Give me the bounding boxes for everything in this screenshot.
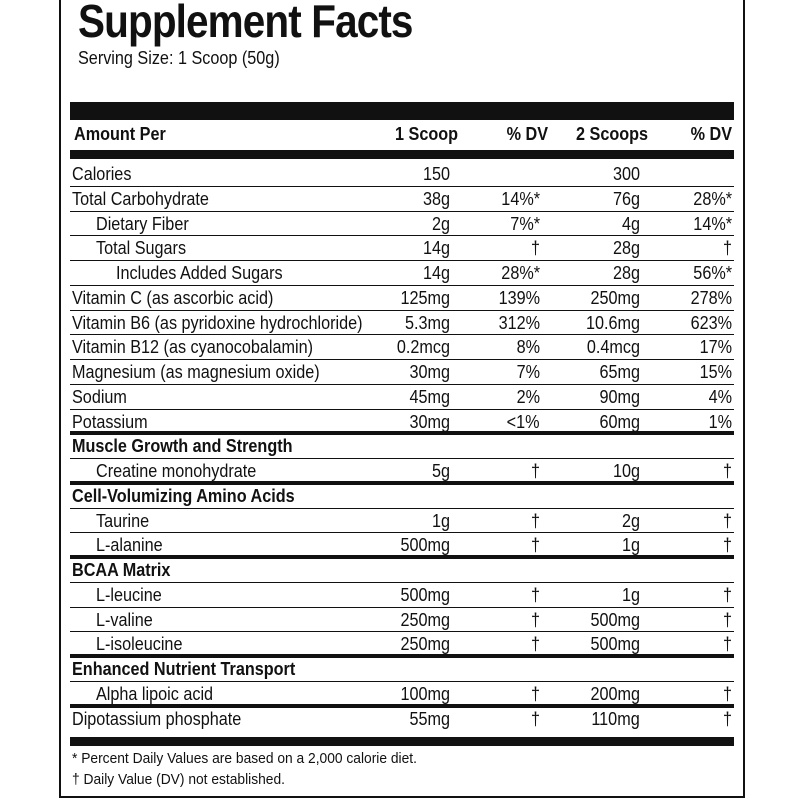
section-header-row <box>70 484 734 508</box>
dv-1-scoop: † <box>530 683 540 704</box>
nutrient-row <box>70 707 734 731</box>
dv-2-scoops: † <box>722 634 732 655</box>
nutrient-name: L-isoleucine <box>96 634 183 655</box>
dv-2-scoops: 28%* <box>693 188 732 209</box>
section-title: BCAA Matrix <box>72 560 171 580</box>
top-thick-bar <box>70 102 734 120</box>
nutrient-name: Creatine monohydrate <box>96 461 257 481</box>
header-1-scoop: 1 Scoop <box>394 124 458 144</box>
nutrient-row <box>70 608 734 632</box>
nutrient-name: Total Carbohydrate <box>72 188 209 209</box>
dv-2-scoops: 17% <box>699 337 732 358</box>
section-header-row <box>70 657 734 681</box>
nutrient-row <box>70 311 734 335</box>
section-title: Enhanced Nutrient Transport <box>72 659 296 679</box>
dv-1-scoop: <1% <box>507 411 540 432</box>
dv-2-scoops: 14%* <box>693 213 732 234</box>
nutrient-name: Vitamin C (as ascorbic acid) <box>72 287 274 308</box>
amount-2-scoops: 28g <box>612 238 640 259</box>
nutrient-name: Includes Added Sugars <box>116 263 283 283</box>
nutrient-row <box>70 212 734 236</box>
nutrient-name: Magnesium (as magnesium oxide) <box>72 362 320 382</box>
amount-2-scoops: 250mg <box>590 287 640 308</box>
amount-2-scoops: 110mg <box>591 708 640 729</box>
header-amount-per: Amount Per <box>74 124 166 144</box>
nutrient-row <box>70 410 734 434</box>
amount-2-scoops: 76g <box>612 188 640 209</box>
amount-1-scoop: 125mg <box>400 287 450 308</box>
nutrient-row <box>70 533 734 557</box>
dv-1-scoop: 7%* <box>510 213 540 234</box>
serving-size: Serving Size: 1 Scoop (50g) <box>78 48 280 68</box>
dv-2-scoops: 15% <box>699 362 732 382</box>
section-header-row <box>70 558 734 582</box>
nutrient-name: Calories <box>72 164 132 184</box>
amount-2-scoops: 1g <box>621 584 640 605</box>
header-thick-bar <box>70 150 734 159</box>
nutrient-row <box>70 187 734 211</box>
amount-1-scoop: 1g <box>431 510 450 531</box>
dv-1-scoop: 139% <box>498 287 540 308</box>
dv-1-scoop: † <box>530 708 540 729</box>
nutrient-name: L-valine <box>96 609 153 630</box>
dv-1-scoop: 14%* <box>501 188 540 209</box>
nutrient-row <box>70 682 734 706</box>
dv-1-scoop: 2% <box>516 386 540 407</box>
dv-2-scoops: † <box>722 609 732 630</box>
amount-2-scoops: 1g <box>621 535 640 556</box>
dv-2-scoops: † <box>722 584 732 605</box>
nutrient-row <box>70 509 734 533</box>
dv-2-scoops: † <box>722 535 732 556</box>
dv-2-scoops: † <box>722 683 732 704</box>
dv-1-scoop: † <box>530 609 540 630</box>
dv-1-scoop: 312% <box>498 312 540 333</box>
amount-1-scoop: 250mg <box>400 634 450 655</box>
amount-1-scoop: 14g <box>422 238 450 259</box>
amount-2-scoops: 0.4mcg <box>586 337 640 358</box>
amount-1-scoop: 250mg <box>400 609 450 630</box>
section-title: Cell-Volumizing Amino Acids <box>72 485 295 506</box>
amount-1-scoop: 14g <box>422 263 450 283</box>
nutrient-row <box>70 632 734 656</box>
dv-1-scoop: 8% <box>516 337 540 358</box>
amount-1-scoop: 100mg <box>400 683 450 704</box>
dv-1-scoop: 28%* <box>501 263 540 283</box>
dv-2-scoops: † <box>722 708 732 729</box>
dv-2-scoops: † <box>722 461 732 481</box>
nutrient-name: Vitamin B12 (as cyanocobalamin) <box>72 337 314 358</box>
amount-1-scoop: 150 <box>422 164 450 184</box>
dv-2-scoops: 56%* <box>693 263 732 283</box>
dv-1-scoop: † <box>530 510 540 531</box>
dv-1-scoop: † <box>530 634 540 655</box>
amount-2-scoops: 28g <box>612 263 640 283</box>
section-title: Muscle Growth and Strength <box>72 436 293 457</box>
nutrient-name: Dipotassium phosphate <box>72 708 242 729</box>
bottom-thick-bar <box>70 737 734 746</box>
dv-2-scoops: † <box>722 238 732 259</box>
dv-1-scoop: † <box>530 584 540 605</box>
dv-2-scoops: † <box>722 510 732 531</box>
nutrient-row <box>70 583 734 607</box>
nutrient-row <box>70 335 734 359</box>
amount-1-scoop: 500mg <box>400 535 450 556</box>
amount-2-scoops: 500mg <box>590 634 640 655</box>
nutrient-row <box>70 360 734 384</box>
dv-2-scoops: 278% <box>690 287 732 308</box>
amount-1-scoop: 2g <box>431 213 450 234</box>
nutrient-row <box>70 286 734 310</box>
nutrient-name: Alpha lipoic acid <box>96 683 214 704</box>
amount-2-scoops: 10g <box>612 461 640 481</box>
amount-1-scoop: 55mg <box>409 708 450 729</box>
amount-2-scoops: 60mg <box>599 411 640 432</box>
dv-2-scoops: 4% <box>708 386 732 407</box>
amount-1-scoop: 5.3mg <box>404 312 450 333</box>
column-header-row <box>70 122 734 146</box>
amount-1-scoop: 45mg <box>409 386 450 407</box>
dv-1-scoop: † <box>530 238 540 259</box>
panel-title: Supplement Facts <box>78 0 413 47</box>
amount-2-scoops: 2g <box>621 510 640 531</box>
amount-2-scoops: 200mg <box>590 683 640 704</box>
dv-1-scoop: † <box>530 461 540 481</box>
nutrient-name: Potassium <box>72 411 148 432</box>
amount-2-scoops: 300 <box>612 164 640 184</box>
amount-2-scoops: 65mg <box>599 362 640 382</box>
header-dv-1: % DV <box>506 124 548 144</box>
header-dv-2: % DV <box>690 124 732 144</box>
amount-1-scoop: 30mg <box>409 362 450 382</box>
header-2-scoops: 2 Scoops <box>575 124 648 144</box>
amount-1-scoop: 5g <box>431 461 450 481</box>
amount-2-scoops: 10.6mg <box>585 312 640 333</box>
amount-2-scoops: 90mg <box>599 386 640 407</box>
nutrient-row <box>70 236 734 260</box>
nutrient-name: L-alanine <box>96 535 163 556</box>
footnote-dv-not-established: † Daily Value (DV) not established. <box>72 771 285 788</box>
nutrient-row <box>70 459 734 483</box>
amount-1-scoop: 38g <box>422 188 450 209</box>
nutrient-name: Sodium <box>72 386 127 407</box>
section-header-row <box>70 434 734 458</box>
dv-2-scoops: 623% <box>690 312 732 333</box>
nutrient-name: Dietary Fiber <box>96 213 189 234</box>
dv-2-scoops: 1% <box>708 411 732 432</box>
amount-2-scoops: 4g <box>621 213 640 234</box>
nutrient-row <box>70 162 734 186</box>
nutrient-row <box>70 385 734 409</box>
nutrient-name: Taurine <box>96 510 150 531</box>
nutrient-name: Vitamin B6 (as pyridoxine hydrochloride) <box>72 312 363 333</box>
dv-1-scoop: 7% <box>516 362 540 382</box>
amount-1-scoop: 30mg <box>409 411 450 432</box>
nutrient-name: Total Sugars <box>96 238 187 259</box>
amount-2-scoops: 500mg <box>590 609 640 630</box>
dv-1-scoop: † <box>530 535 540 556</box>
amount-1-scoop: 500mg <box>400 584 450 605</box>
footnote-percent-dv: * Percent Daily Values are based on a 2,000 calorie diet. <box>72 750 417 767</box>
nutrient-name: L-leucine <box>96 584 162 605</box>
amount-1-scoop: 0.2mcg <box>396 337 450 358</box>
nutrient-row <box>70 261 734 285</box>
